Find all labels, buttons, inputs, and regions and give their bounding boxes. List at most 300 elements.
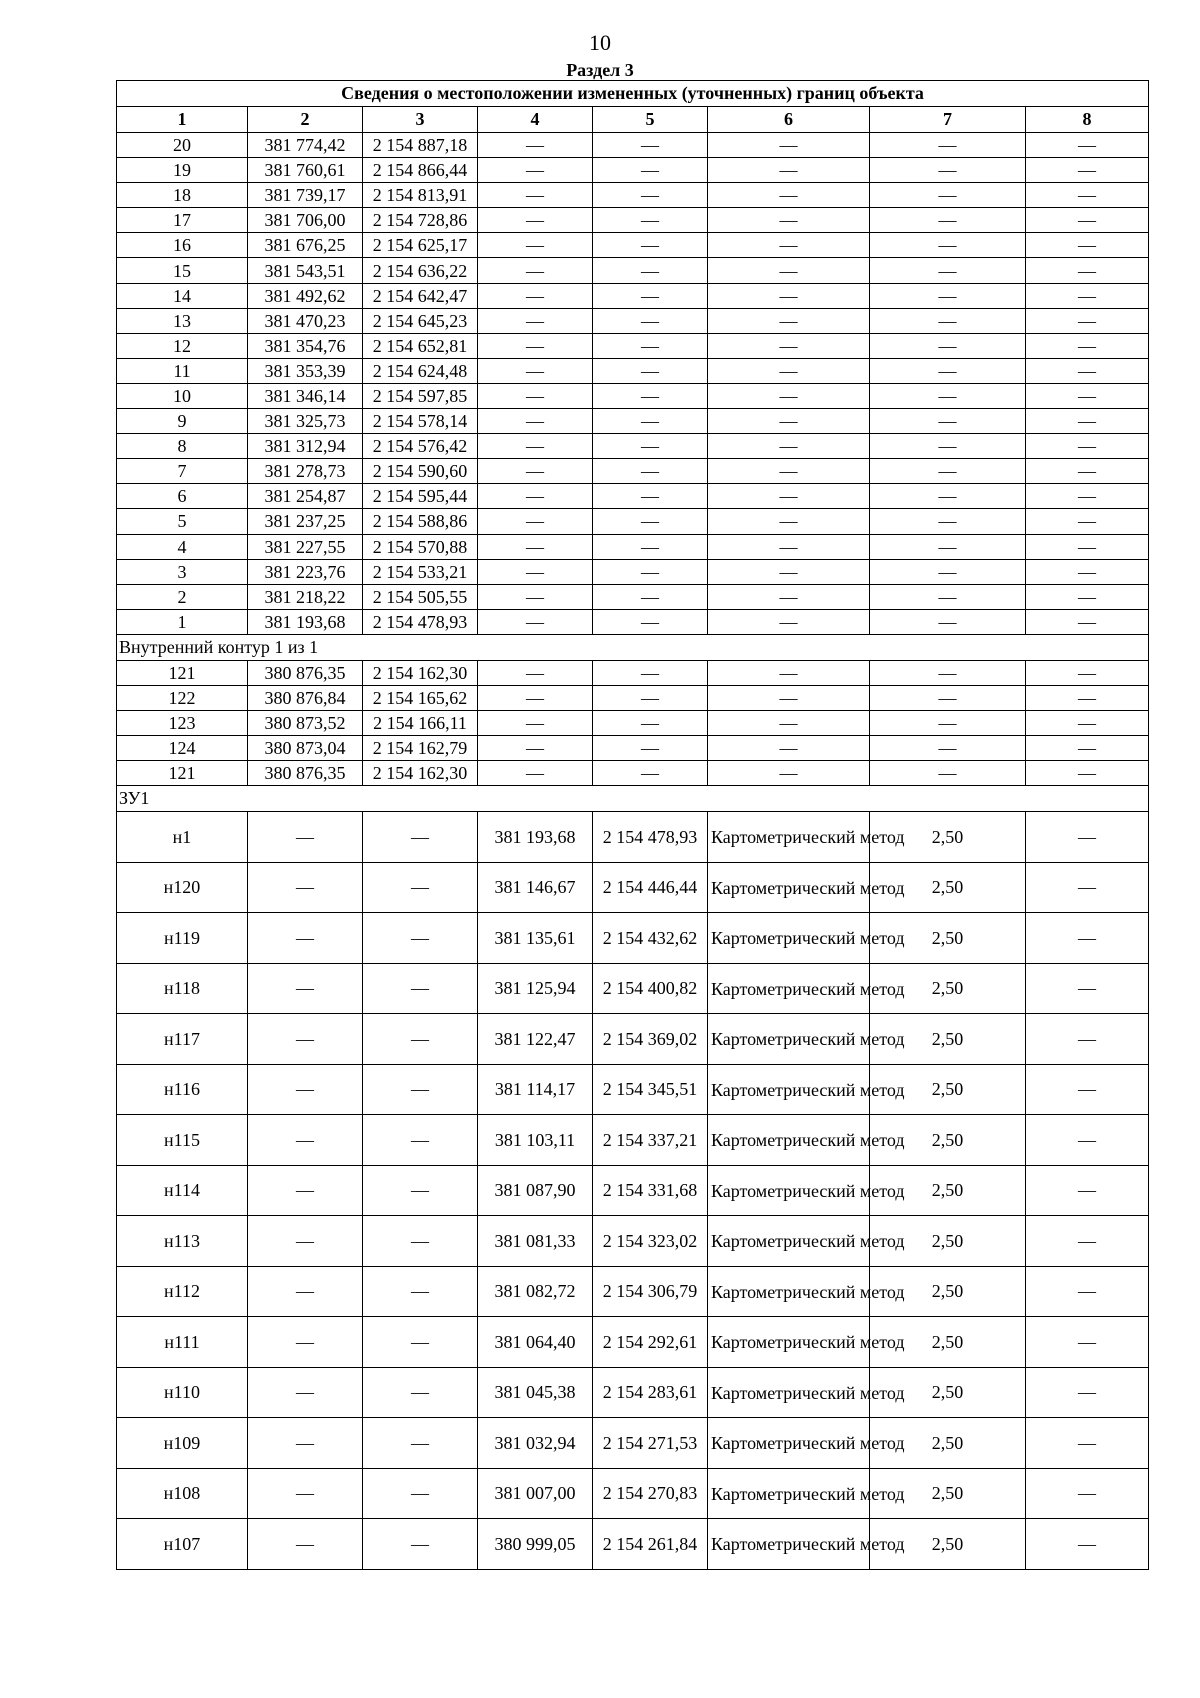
existing-x: 381 312,94 bbox=[248, 434, 363, 459]
empty-cell: — bbox=[1026, 1468, 1149, 1519]
method: Картометрический метод bbox=[708, 1115, 870, 1166]
existing-x: 381 227,55 bbox=[248, 534, 363, 559]
empty-cell: — bbox=[870, 509, 1026, 534]
zu-point-row bbox=[117, 1468, 1149, 1519]
empty-cell: — bbox=[363, 812, 478, 863]
zu-point-row bbox=[117, 1216, 1149, 1267]
existing-x: 381 774,42 bbox=[248, 133, 363, 158]
new-x: 381 135,61 bbox=[478, 913, 593, 964]
method: Картометрический метод bbox=[708, 1418, 870, 1469]
empty-cell: — bbox=[1026, 308, 1149, 333]
empty-cell: — bbox=[478, 434, 593, 459]
column-header-5: 5 bbox=[593, 107, 708, 133]
outer-contour-row bbox=[117, 258, 1149, 283]
method: Картометрический метод bbox=[708, 963, 870, 1014]
column-header-3: 3 bbox=[363, 107, 478, 133]
zu-point-row bbox=[117, 862, 1149, 913]
outer-contour-row bbox=[117, 133, 1149, 158]
empty-cell: — bbox=[1026, 736, 1149, 761]
method: Картометрический метод bbox=[708, 1468, 870, 1519]
empty-cell: — bbox=[248, 1064, 363, 1115]
empty-cell: — bbox=[708, 434, 870, 459]
point-number: н107 bbox=[117, 1519, 248, 1570]
point-number: 123 bbox=[117, 711, 248, 736]
empty-cell: — bbox=[593, 308, 708, 333]
existing-x: 381 278,73 bbox=[248, 459, 363, 484]
accuracy: 2,50 bbox=[870, 1064, 1026, 1115]
point-number: 11 bbox=[117, 358, 248, 383]
empty-cell: — bbox=[363, 963, 478, 1014]
empty-cell: — bbox=[478, 484, 593, 509]
empty-cell: — bbox=[870, 233, 1026, 258]
new-x: 381 087,90 bbox=[478, 1165, 593, 1216]
point-number: 5 bbox=[117, 509, 248, 534]
new-y: 2 154 478,93 bbox=[593, 812, 708, 863]
empty-cell: — bbox=[593, 736, 708, 761]
empty-cell: — bbox=[1026, 333, 1149, 358]
empty-cell: — bbox=[593, 383, 708, 408]
method: Картометрический метод bbox=[708, 1216, 870, 1267]
method: Картометрический метод bbox=[708, 1317, 870, 1368]
empty-cell: — bbox=[478, 685, 593, 710]
empty-cell: — bbox=[1026, 963, 1149, 1014]
new-x: 381 082,72 bbox=[478, 1266, 593, 1317]
outer-contour-row bbox=[117, 158, 1149, 183]
empty-cell: — bbox=[870, 660, 1026, 685]
column-header-7: 7 bbox=[870, 107, 1026, 133]
empty-cell: — bbox=[363, 1317, 478, 1368]
point-number: н113 bbox=[117, 1216, 248, 1267]
empty-cell: — bbox=[593, 233, 708, 258]
empty-cell: — bbox=[593, 333, 708, 358]
empty-cell: — bbox=[1026, 208, 1149, 233]
outer-contour-row bbox=[117, 609, 1149, 634]
empty-cell: — bbox=[708, 609, 870, 634]
existing-y: 2 154 652,81 bbox=[363, 333, 478, 358]
empty-cell: — bbox=[1026, 812, 1149, 863]
empty-cell: — bbox=[593, 584, 708, 609]
new-y: 2 154 270,83 bbox=[593, 1468, 708, 1519]
existing-y: 2 154 570,88 bbox=[363, 534, 478, 559]
new-x: 381 146,67 bbox=[478, 862, 593, 913]
empty-cell: — bbox=[363, 1014, 478, 1065]
outer-contour-row bbox=[117, 434, 1149, 459]
existing-x: 381 254,87 bbox=[248, 484, 363, 509]
new-x: 381 081,33 bbox=[478, 1216, 593, 1267]
empty-cell: — bbox=[708, 208, 870, 233]
new-y: 2 154 292,61 bbox=[593, 1317, 708, 1368]
outer-contour-row bbox=[117, 409, 1149, 434]
existing-x: 381 543,51 bbox=[248, 258, 363, 283]
column-header-1: 1 bbox=[117, 107, 248, 133]
table-caption: Сведения о местоположении измененных (уточненных) границ объекта bbox=[117, 81, 1149, 107]
empty-cell: — bbox=[363, 1367, 478, 1418]
empty-cell: — bbox=[248, 1115, 363, 1166]
existing-y: 2 154 866,44 bbox=[363, 158, 478, 183]
empty-cell: — bbox=[1026, 862, 1149, 913]
method: Картометрический метод bbox=[708, 913, 870, 964]
empty-cell: — bbox=[593, 208, 708, 233]
empty-cell: — bbox=[870, 158, 1026, 183]
outer-contour-row bbox=[117, 584, 1149, 609]
outer-contour-row bbox=[117, 484, 1149, 509]
new-y: 2 154 400,82 bbox=[593, 963, 708, 1014]
outer-contour-row bbox=[117, 358, 1149, 383]
zu-point-row bbox=[117, 1418, 1149, 1469]
empty-cell: — bbox=[363, 862, 478, 913]
zu-point-row bbox=[117, 1519, 1149, 1570]
zu-label: ЗУ1 bbox=[117, 786, 1149, 812]
empty-cell: — bbox=[593, 484, 708, 509]
method: Картометрический метод bbox=[708, 1014, 870, 1065]
point-number: н114 bbox=[117, 1165, 248, 1216]
empty-cell: — bbox=[708, 158, 870, 183]
new-x: 381 007,00 bbox=[478, 1468, 593, 1519]
empty-cell: — bbox=[870, 484, 1026, 509]
empty-cell: — bbox=[1026, 409, 1149, 434]
point-number: 18 bbox=[117, 183, 248, 208]
empty-cell: — bbox=[593, 685, 708, 710]
inner-contour-row bbox=[117, 711, 1149, 736]
point-number: 13 bbox=[117, 308, 248, 333]
new-y: 2 154 337,21 bbox=[593, 1115, 708, 1166]
accuracy: 2,50 bbox=[870, 1367, 1026, 1418]
empty-cell: — bbox=[1026, 761, 1149, 786]
empty-cell: — bbox=[478, 183, 593, 208]
outer-contour-row bbox=[117, 509, 1149, 534]
existing-y: 2 154 590,60 bbox=[363, 459, 478, 484]
column-header-2: 2 bbox=[248, 107, 363, 133]
empty-cell: — bbox=[1026, 559, 1149, 584]
zu-point-row bbox=[117, 1165, 1149, 1216]
empty-cell: — bbox=[248, 1266, 363, 1317]
empty-cell: — bbox=[708, 559, 870, 584]
point-number: н120 bbox=[117, 862, 248, 913]
point-number: 121 bbox=[117, 761, 248, 786]
new-y: 2 154 345,51 bbox=[593, 1064, 708, 1115]
column-header-8: 8 bbox=[1026, 107, 1149, 133]
method: Картометрический метод bbox=[708, 1165, 870, 1216]
new-x: 381 193,68 bbox=[478, 812, 593, 863]
empty-cell: — bbox=[248, 913, 363, 964]
inner-contour-row bbox=[117, 660, 1149, 685]
point-number: 9 bbox=[117, 409, 248, 434]
existing-y: 2 154 478,93 bbox=[363, 609, 478, 634]
empty-cell: — bbox=[1026, 459, 1149, 484]
existing-x: 380 873,04 bbox=[248, 736, 363, 761]
point-number: н116 bbox=[117, 1064, 248, 1115]
empty-cell: — bbox=[1026, 1317, 1149, 1368]
zu-point-row bbox=[117, 1064, 1149, 1115]
empty-cell: — bbox=[593, 509, 708, 534]
existing-y: 2 154 162,30 bbox=[363, 660, 478, 685]
existing-y: 2 154 813,91 bbox=[363, 183, 478, 208]
empty-cell: — bbox=[1026, 685, 1149, 710]
existing-x: 381 325,73 bbox=[248, 409, 363, 434]
empty-cell: — bbox=[248, 1519, 363, 1570]
empty-cell: — bbox=[593, 258, 708, 283]
point-number: 1 bbox=[117, 609, 248, 634]
empty-cell: — bbox=[1026, 711, 1149, 736]
empty-cell: — bbox=[593, 761, 708, 786]
empty-cell: — bbox=[593, 158, 708, 183]
point-number: н110 bbox=[117, 1367, 248, 1418]
inner-contour-row bbox=[117, 761, 1149, 786]
new-y: 2 154 306,79 bbox=[593, 1266, 708, 1317]
empty-cell: — bbox=[363, 1165, 478, 1216]
empty-cell: — bbox=[870, 358, 1026, 383]
empty-cell: — bbox=[248, 1468, 363, 1519]
existing-y: 2 154 624,48 bbox=[363, 358, 478, 383]
existing-x: 381 706,00 bbox=[248, 208, 363, 233]
method: Картометрический метод bbox=[708, 1266, 870, 1317]
empty-cell: — bbox=[478, 736, 593, 761]
empty-cell: — bbox=[1026, 1014, 1149, 1065]
empty-cell: — bbox=[708, 736, 870, 761]
empty-cell: — bbox=[593, 183, 708, 208]
zu-point-row bbox=[117, 1115, 1149, 1166]
outer-contour-row bbox=[117, 534, 1149, 559]
new-x: 381 125,94 bbox=[478, 963, 593, 1014]
empty-cell: — bbox=[593, 711, 708, 736]
inner-contour-label-row bbox=[117, 634, 1149, 660]
empty-cell: — bbox=[478, 660, 593, 685]
outer-contour-row bbox=[117, 459, 1149, 484]
point-number: 20 bbox=[117, 133, 248, 158]
existing-y: 2 154 505,55 bbox=[363, 584, 478, 609]
point-number: н111 bbox=[117, 1317, 248, 1368]
column-header-6: 6 bbox=[708, 107, 870, 133]
empty-cell: — bbox=[1026, 434, 1149, 459]
empty-cell: — bbox=[1026, 1367, 1149, 1418]
existing-y: 2 154 595,44 bbox=[363, 484, 478, 509]
empty-cell: — bbox=[478, 584, 593, 609]
column-header-4: 4 bbox=[478, 107, 593, 133]
empty-cell: — bbox=[248, 1418, 363, 1469]
existing-x: 381 193,68 bbox=[248, 609, 363, 634]
table-caption-row bbox=[117, 81, 1149, 107]
empty-cell: — bbox=[870, 133, 1026, 158]
empty-cell: — bbox=[1026, 484, 1149, 509]
new-x: 380 999,05 bbox=[478, 1519, 593, 1570]
existing-x: 381 739,17 bbox=[248, 183, 363, 208]
zu-label-row bbox=[117, 786, 1149, 812]
point-number: н117 bbox=[117, 1014, 248, 1065]
empty-cell: — bbox=[708, 484, 870, 509]
empty-cell: — bbox=[1026, 1418, 1149, 1469]
point-number: н109 bbox=[117, 1418, 248, 1469]
outer-contour-row bbox=[117, 559, 1149, 584]
empty-cell: — bbox=[248, 1367, 363, 1418]
accuracy: 2,50 bbox=[870, 1014, 1026, 1065]
empty-cell: — bbox=[593, 358, 708, 383]
existing-y: 2 154 165,62 bbox=[363, 685, 478, 710]
new-y: 2 154 261,84 bbox=[593, 1519, 708, 1570]
empty-cell: — bbox=[870, 711, 1026, 736]
accuracy: 2,50 bbox=[870, 812, 1026, 863]
point-number: н108 bbox=[117, 1468, 248, 1519]
empty-cell: — bbox=[708, 584, 870, 609]
existing-x: 381 353,39 bbox=[248, 358, 363, 383]
empty-cell: — bbox=[248, 963, 363, 1014]
section-title: Раздел 3 bbox=[566, 60, 634, 80]
empty-cell: — bbox=[870, 736, 1026, 761]
method: Картометрический метод bbox=[708, 1519, 870, 1570]
empty-cell: — bbox=[478, 333, 593, 358]
existing-x: 380 876,84 bbox=[248, 685, 363, 710]
page-number: 10 bbox=[589, 30, 611, 55]
empty-cell: — bbox=[363, 1064, 478, 1115]
empty-cell: — bbox=[363, 1115, 478, 1166]
empty-cell: — bbox=[1026, 534, 1149, 559]
empty-cell: — bbox=[708, 509, 870, 534]
point-number: 3 bbox=[117, 559, 248, 584]
empty-cell: — bbox=[708, 685, 870, 710]
zu-point-row bbox=[117, 1317, 1149, 1368]
point-number: 19 bbox=[117, 158, 248, 183]
new-x: 381 103,11 bbox=[478, 1115, 593, 1166]
empty-cell: — bbox=[870, 208, 1026, 233]
accuracy: 2,50 bbox=[870, 1165, 1026, 1216]
empty-cell: — bbox=[248, 862, 363, 913]
empty-cell: — bbox=[1026, 1115, 1149, 1166]
point-number: 7 bbox=[117, 459, 248, 484]
empty-cell: — bbox=[593, 283, 708, 308]
point-number: 121 bbox=[117, 660, 248, 685]
empty-cell: — bbox=[593, 459, 708, 484]
empty-cell: — bbox=[363, 1266, 478, 1317]
point-number: н1 bbox=[117, 812, 248, 863]
method: Картометрический метод bbox=[708, 1064, 870, 1115]
outer-contour-row bbox=[117, 308, 1149, 333]
empty-cell: — bbox=[478, 308, 593, 333]
empty-cell: — bbox=[1026, 183, 1149, 208]
empty-cell: — bbox=[1026, 1266, 1149, 1317]
existing-y: 2 154 578,14 bbox=[363, 409, 478, 434]
empty-cell: — bbox=[478, 383, 593, 408]
empty-cell: — bbox=[708, 333, 870, 358]
existing-y: 2 154 642,47 bbox=[363, 283, 478, 308]
empty-cell: — bbox=[870, 283, 1026, 308]
empty-cell: — bbox=[1026, 509, 1149, 534]
zu-point-row bbox=[117, 1266, 1149, 1317]
accuracy: 2,50 bbox=[870, 1266, 1026, 1317]
outer-contour-row bbox=[117, 183, 1149, 208]
empty-cell: — bbox=[708, 534, 870, 559]
existing-x: 381 223,76 bbox=[248, 559, 363, 584]
empty-cell: — bbox=[593, 434, 708, 459]
empty-cell: — bbox=[363, 1418, 478, 1469]
point-number: 6 bbox=[117, 484, 248, 509]
zu-point-row bbox=[117, 913, 1149, 964]
new-y: 2 154 331,68 bbox=[593, 1165, 708, 1216]
existing-y: 2 154 887,18 bbox=[363, 133, 478, 158]
point-number: н118 bbox=[117, 963, 248, 1014]
empty-cell: — bbox=[870, 559, 1026, 584]
empty-cell: — bbox=[1026, 1519, 1149, 1570]
existing-y: 2 154 533,21 bbox=[363, 559, 478, 584]
point-number: н112 bbox=[117, 1266, 248, 1317]
point-number: 122 bbox=[117, 685, 248, 710]
existing-y: 2 154 162,30 bbox=[363, 761, 478, 786]
method: Картометрический метод bbox=[708, 812, 870, 863]
empty-cell: — bbox=[478, 158, 593, 183]
new-y: 2 154 271,53 bbox=[593, 1418, 708, 1469]
zu-point-row bbox=[117, 812, 1149, 863]
empty-cell: — bbox=[478, 358, 593, 383]
new-x: 381 045,38 bbox=[478, 1367, 593, 1418]
empty-cell: — bbox=[478, 559, 593, 584]
empty-cell: — bbox=[478, 233, 593, 258]
empty-cell: — bbox=[478, 409, 593, 434]
point-number: 15 bbox=[117, 258, 248, 283]
empty-cell: — bbox=[708, 308, 870, 333]
empty-cell: — bbox=[708, 761, 870, 786]
existing-y: 2 154 728,86 bbox=[363, 208, 478, 233]
empty-cell: — bbox=[593, 559, 708, 584]
empty-cell: — bbox=[870, 258, 1026, 283]
empty-cell: — bbox=[1026, 1216, 1149, 1267]
empty-cell: — bbox=[1026, 1165, 1149, 1216]
accuracy: 2,50 bbox=[870, 1115, 1026, 1166]
empty-cell: — bbox=[708, 133, 870, 158]
existing-x: 381 492,62 bbox=[248, 283, 363, 308]
accuracy: 2,50 bbox=[870, 1519, 1026, 1570]
empty-cell: — bbox=[478, 283, 593, 308]
empty-cell: — bbox=[363, 1519, 478, 1570]
zu-point-row bbox=[117, 1014, 1149, 1065]
new-x: 381 114,17 bbox=[478, 1064, 593, 1115]
empty-cell: — bbox=[593, 609, 708, 634]
empty-cell: — bbox=[478, 534, 593, 559]
inner-contour-row bbox=[117, 736, 1149, 761]
empty-cell: — bbox=[708, 383, 870, 408]
existing-y: 2 154 166,11 bbox=[363, 711, 478, 736]
empty-cell: — bbox=[1026, 383, 1149, 408]
point-number: 10 bbox=[117, 383, 248, 408]
empty-cell: — bbox=[870, 609, 1026, 634]
existing-y: 2 154 597,85 bbox=[363, 383, 478, 408]
existing-y: 2 154 636,22 bbox=[363, 258, 478, 283]
empty-cell: — bbox=[1026, 913, 1149, 964]
existing-x: 381 760,61 bbox=[248, 158, 363, 183]
empty-cell: — bbox=[1026, 609, 1149, 634]
empty-cell: — bbox=[478, 761, 593, 786]
empty-cell: — bbox=[478, 711, 593, 736]
inner-contour-label: Внутренний контур 1 из 1 bbox=[117, 634, 1149, 660]
empty-cell: — bbox=[1026, 660, 1149, 685]
empty-cell: — bbox=[1026, 233, 1149, 258]
empty-cell: — bbox=[248, 1165, 363, 1216]
existing-y: 2 154 625,17 bbox=[363, 233, 478, 258]
empty-cell: — bbox=[478, 208, 593, 233]
empty-cell: — bbox=[870, 409, 1026, 434]
outer-contour-row bbox=[117, 383, 1149, 408]
outer-contour-row bbox=[117, 208, 1149, 233]
point-number: 14 bbox=[117, 283, 248, 308]
existing-x: 381 470,23 bbox=[248, 308, 363, 333]
inner-contour-row bbox=[117, 685, 1149, 710]
empty-cell: — bbox=[1026, 358, 1149, 383]
point-number: 2 bbox=[117, 584, 248, 609]
point-number: 16 bbox=[117, 233, 248, 258]
point-number: 4 bbox=[117, 534, 248, 559]
point-number: 8 bbox=[117, 434, 248, 459]
empty-cell: — bbox=[870, 383, 1026, 408]
empty-cell: — bbox=[870, 534, 1026, 559]
empty-cell: — bbox=[870, 308, 1026, 333]
new-y: 2 154 369,02 bbox=[593, 1014, 708, 1065]
